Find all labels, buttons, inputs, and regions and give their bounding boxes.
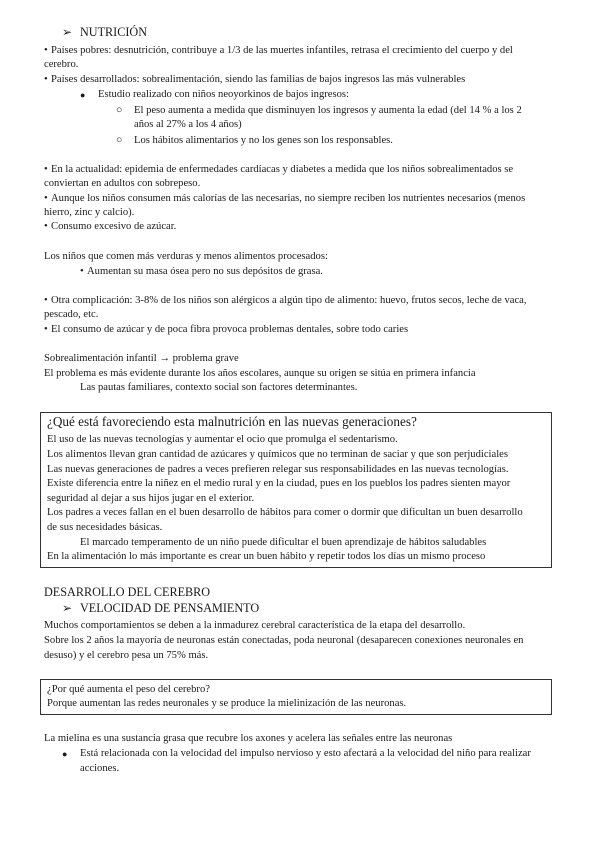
text-line: Porque aumentan las redes neuronales y se produce la mielinización de las neuronas. [47,698,407,709]
text-line: desuso) y el cerebro pesa un 75% más. [44,650,209,661]
text-line: Sobrealimentación infantil → problema grave [44,353,239,364]
section-heading-cerebro: DESARROLLO DEL CEREBRO [44,585,211,599]
text-line: El problema es más evidente durante los años escolares, aunque su origen se sitúa en primera infancia [44,368,476,379]
bullet-circle-icon: ○ [116,105,123,116]
text-line: Las pautas familiares, contexto social son factores determinantes. [80,382,358,393]
text-line: El marcado temperamento de un niño puede dificultar el buen aprendizaje de hábitos saludables [80,537,487,548]
text-line: Países desarrollados: sobrealimentación, siendo las familias de bajos ingresos las más vulnerables [51,74,466,85]
text-line: Otra complicación: 3-8% de los niños son alérgicos a algún tipo de alimento: huevo, frutos secos, leche de vaca, [51,295,527,306]
text-line: Muchos comportamientos se deben a la inmadurez cerebral característica de la etapa del desarrollo. [44,620,466,631]
bullet-dot-icon: • [44,45,48,56]
text-line: Los niños que comen más verduras y menos alimentos procesados: [44,251,328,262]
box-question-title: ¿Qué está favoreciendo esta malnutrición en las nuevas generaciones? [47,414,417,429]
text-line: El consumo de azúcar y de poca fibra provoca problemas dentales, sobre todo caries [51,324,409,335]
text-line: Consumo excesivo de azúcar. [51,221,177,232]
subheading-velocidad: VELOCIDAD DE PENSAMIENTO [80,601,260,615]
text-line: Existe diferencia entre la niñez en el medio rural y en la ciudad, pues en los pueblos los padres sienten mayor [47,478,511,489]
section-heading-nutricion: NUTRICIÓN [80,25,148,39]
text-line: seguridad al dejar a sus hijos jugar en el exterior. [47,493,255,504]
text-line: Sobre los 2 años la mayoría de neuronas están conectadas, poda neuronal (desaparecen conexiones neuronales en [44,635,524,646]
text-line: En la actualidad: epidemia de enfermedades cardíacas y diabetes a medida que los niños sobrealimentados se [51,164,514,175]
text-line: hierro, zinc y calcio). [44,207,135,218]
bullet-disc-icon: ● [62,749,68,759]
bullet-disc-icon: ● [80,90,86,100]
text-line: El uso de las nuevas tecnologías y aumentar el ocio que promulga el sedentarismo. [47,434,398,445]
text-line: La mielina es una sustancia grasa que recubre los axones y acelera las señales entre las neuronas [44,733,453,744]
box-question-title: ¿Por qué aumenta el peso del cerebro? [47,684,210,695]
text-line: acciones. [80,763,120,774]
bullet-dot-icon: • [80,266,84,277]
bullet-dot-icon: • [44,164,48,175]
text-line: Aunque los niños consumen más calorías de las necesarias, no siempre reciben los nutrientes necesarios (menos [51,193,526,204]
bullet-dot-icon: • [44,295,48,306]
bullet-dot-icon: • [44,193,48,204]
text-line: Está relacionada con la velocidad del impulso nervioso y esto afectará a la velocidad del niño para realizar [80,748,531,759]
text-line: años al 27% a los 4 años) [134,119,242,130]
text-line: cerebro. [44,59,79,70]
text-line: Aumentan su masa ósea pero no sus depósitos de grasa. [87,266,323,277]
bullet-dot-icon: • [44,324,48,335]
text-line: de sus necesidades básicas. [47,522,163,533]
text-line: conviertan en adultos con sobrepeso. [44,178,201,189]
arrow-bullet-icon: ➢ [62,601,73,615]
text-line: pescado, etc. [44,309,99,320]
bullet-circle-icon: ○ [116,135,123,146]
bullet-dot-icon: • [44,74,48,85]
bullet-dot-icon: • [44,221,48,232]
text-line: Estudio realizado con niños neoyorkinos de bajos ingresos: [98,89,349,100]
text-line: Las nuevas generaciones de padres a veces prefieren relegar sus responsabilidades en las nuevas tecnologías. [47,464,509,475]
text-line: Los alimentos llevan gran cantidad de azúcares y químicos que no terminan de saciar y que son perjudiciales [47,449,508,460]
text-line: Los padres a veces fallan en el buen desarrollo de hábitos para comer o dormir que dificultan un buen desarrollo [47,507,523,518]
text-line: En la alimentación lo más importante es crear un buen hábito y repetir todos los días un mismo proceso [47,551,486,562]
text-line: Los hábitos alimentarios y no los genes son los responsables. [134,135,393,146]
arrow-bullet-icon: ➢ [62,25,73,39]
text-line: Países pobres: desnutrición, contribuye a 1/3 de las muertes infantiles, retrasa el crecimiento del cuerpo y del [51,45,513,56]
text-line: El peso aumenta a medida que disminuyen los ingresos y aumenta la edad (del 14 % a los 2 [134,105,522,116]
